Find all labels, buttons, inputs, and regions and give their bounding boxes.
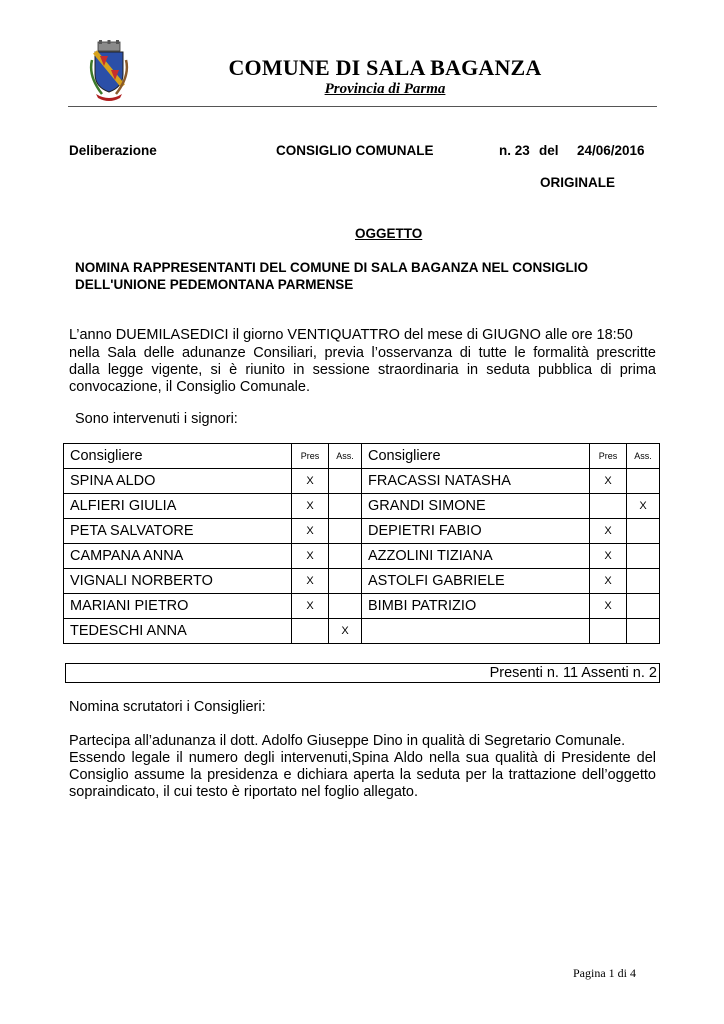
column-header-name: Consigliere [362,444,590,469]
absent-mark: X [329,619,362,644]
column-header-ass: Ass. [627,444,660,469]
table-header-row [64,444,660,469]
table-row [64,519,660,544]
absent-mark [329,494,362,519]
councillor-name: ALFIERI GIULIA [64,494,292,519]
councillor-name: ASTOLFI GABRIELE [362,569,590,594]
intro-line: L’anno DUEMILASEDICI il giorno VENTIQUATTRO del mese di GIUGNO alle ore 18:50 [69,327,633,343]
intro-line: convocazione, il Consiglio Comunale. [69,379,310,395]
column-header-ass: Ass. [329,444,362,469]
present-mark: X [590,519,627,544]
closing-line: Partecipa all’adunanza il dott. Adolfo Giuseppe Dino in qualità di Segretario Comunale. [69,733,626,749]
subject-line-1: NOMINA RAPPRESENTANTI DEL COMUNE DI SALA BAGANZA NEL CONSIGLIO [75,260,589,275]
councillor-name: AZZOLINI TIZIANA [362,544,590,569]
closing-line: Essendo legale il numero degli intervenuti,Spina Aldo nella sua qualità di Presidente del [69,750,656,766]
deliberation-status: ORIGINALE [540,175,616,190]
deliberation-del: del [539,143,559,158]
present-mark: X [292,594,329,619]
present-heading: Sono intervenuti i signori: [75,411,238,427]
absent-mark: X [627,494,660,519]
absent-mark [329,469,362,494]
attendance-table [63,443,660,644]
absent-mark [329,594,362,619]
present-mark: X [292,544,329,569]
councillor-name: CAMPANA ANNA [64,544,292,569]
councillor-name: PETA SALVATORE [64,519,292,544]
present-mark: X [292,569,329,594]
subject-line-2: DELL'UNIONE PEDEMONTANA PARMENSE [75,277,354,292]
subject-heading: OGGETTO [355,226,423,241]
table-row [64,494,660,519]
municipal-crest-icon [88,40,130,102]
absent-mark [329,519,362,544]
table-row [64,594,660,619]
present-mark [590,619,627,644]
column-header-pres: Pres [292,444,329,469]
attendance-summary [65,663,660,683]
column-header-name: Consigliere [64,444,292,469]
closing-line: Consiglio assume la presidenza e dichiara aperta la seduta per la trattazione dell’oggetto [69,767,656,783]
councillor-name: DEPIETRI FABIO [362,519,590,544]
present-mark [590,494,627,519]
closing-line: sopraindicato, il cui testo è riportato nel foglio allegato. [69,784,419,800]
councillor-name: TEDESCHI ANNA [64,619,292,644]
absent-mark [329,569,362,594]
table-row [64,569,660,594]
intro-line: nella Sala delle adunanze Consiliari, previa l’osservanza di tutte le formalità prescritte [69,345,656,361]
absent-mark [627,519,660,544]
present-mark: X [292,469,329,494]
table-row [64,544,660,569]
present-mark: X [292,494,329,519]
deliberation-number: n. 23 [499,143,530,158]
councillor-name: VIGNALI NORBERTO [64,569,292,594]
present-mark: X [590,469,627,494]
scrutatori-line: Nomina scrutatori i Consiglieri: [69,699,266,715]
councillor-name [362,619,590,644]
deliberation-label: Deliberazione [69,143,157,158]
page-title: COMUNE DI SALA BAGANZA [228,55,542,80]
councillor-name: MARIANI PIETRO [64,594,292,619]
deliberation-date: 24/06/2016 [577,143,645,158]
absent-mark [627,544,660,569]
intro-line: dalla legge vigente, si è riunito in sessione straordinaria in seduta pubblica di prima [69,362,656,378]
present-mark: X [590,594,627,619]
table-row [64,469,660,494]
absent-mark [627,469,660,494]
councillor-name: FRACASSI NATASHA [362,469,590,494]
absent-mark [627,569,660,594]
councillor-name: SPINA ALDO [64,469,292,494]
absent-mark [627,594,660,619]
present-mark [292,619,329,644]
present-mark: X [590,569,627,594]
attendance-summary-text: Presenti n. 11 Assenti n. 2 [489,665,657,681]
column-header-pres: Pres [590,444,627,469]
absent-mark [329,544,362,569]
present-mark: X [292,519,329,544]
councillor-name: GRANDI SIMONE [362,494,590,519]
header-divider [68,106,657,107]
deliberation-body: CONSIGLIO COMUNALE [276,143,434,158]
councillor-name: BIMBI PATRIZIO [362,594,590,619]
page-number: Pagina 1 di 4 [573,966,636,980]
table-row [64,619,660,644]
page-subtitle: Provincia di Parma [324,81,446,97]
absent-mark [627,619,660,644]
present-mark: X [590,544,627,569]
